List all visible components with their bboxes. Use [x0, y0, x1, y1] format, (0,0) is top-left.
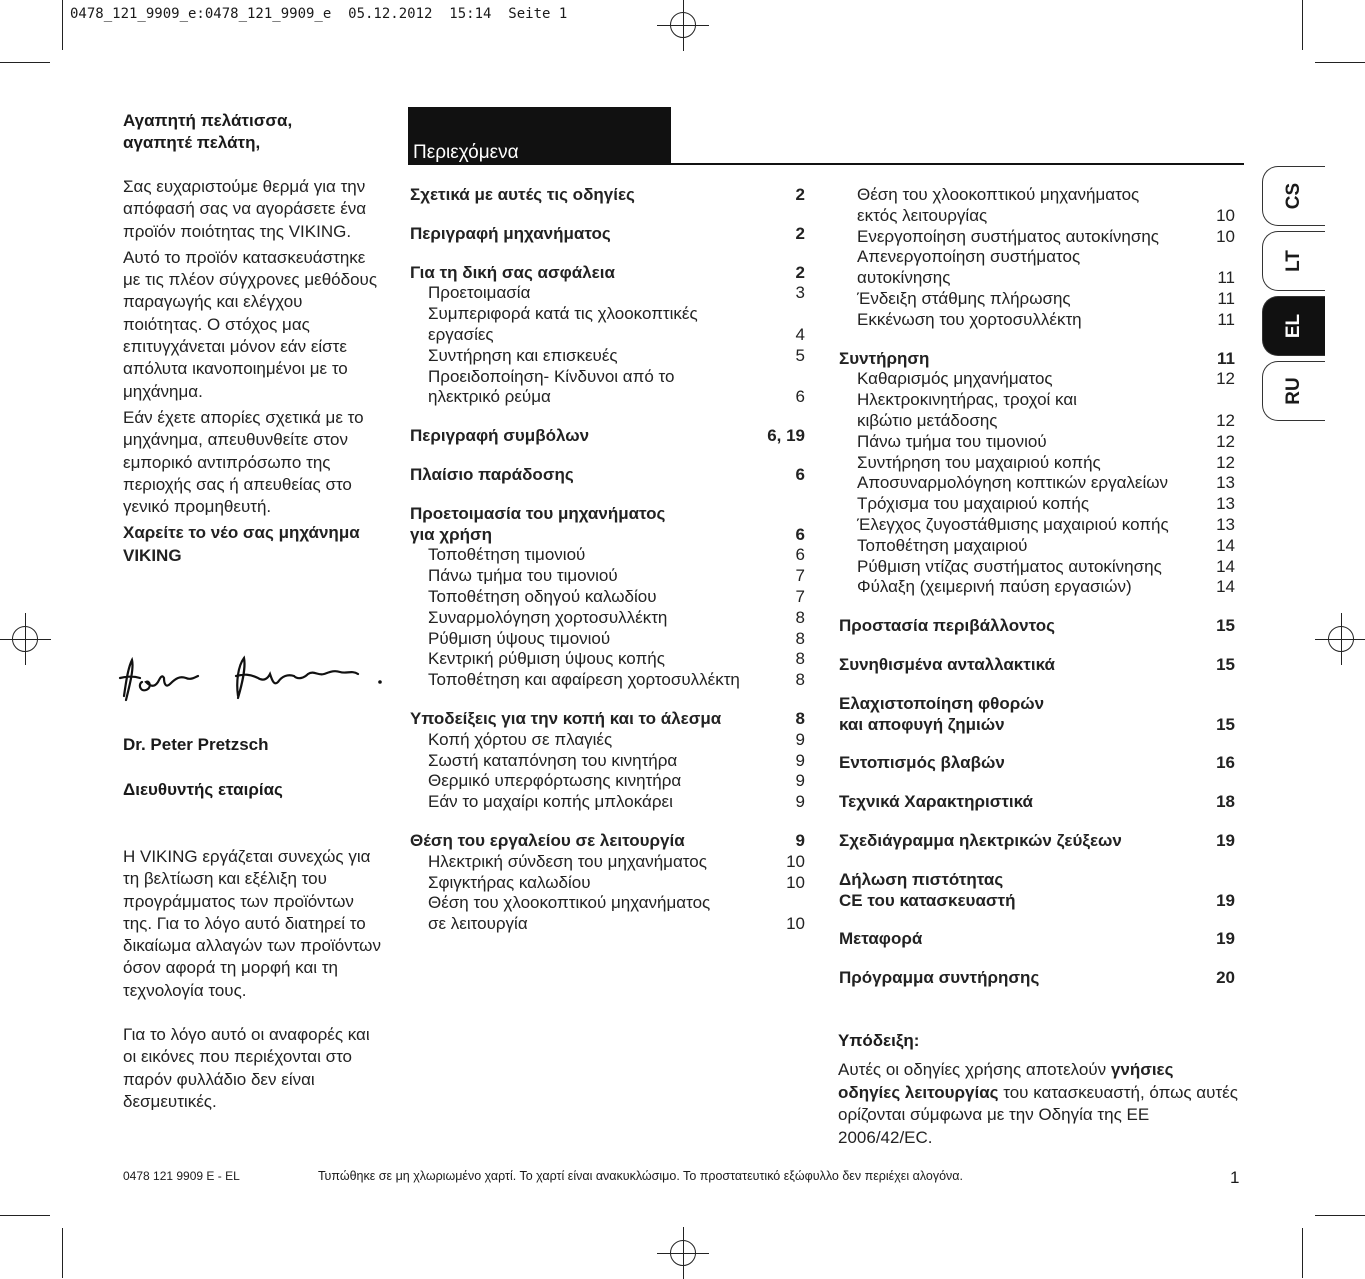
- crop-mark: [1302, 1228, 1303, 1278]
- toc-entry-label: για χρήση: [410, 524, 493, 544]
- toc-entry-page: 13: [1216, 514, 1235, 534]
- toc-entry-label: Ένδειξη στάθμης πλήρωσης: [857, 288, 1071, 308]
- toc-entry[interactable]: [839, 577, 1235, 598]
- toc-entry-label: CE του κατασκευαστή: [839, 890, 1016, 910]
- toc-entry-label: Θέση του χλοοκοπτικού μηχανήματος: [857, 185, 1140, 204]
- toc-section[interactable]: [410, 465, 805, 486]
- tab-label: LT: [1283, 250, 1304, 272]
- toc-entry-page: 8: [795, 607, 805, 627]
- toc-entry[interactable]: [839, 369, 1235, 390]
- note-text-part: Αυτές οι οδηγίες χρήσης αποτελούν: [838, 1060, 1111, 1079]
- toc-entry-page: 6: [795, 524, 805, 544]
- toc-section[interactable]: [410, 263, 805, 284]
- toc-entry-page: 15: [1216, 654, 1235, 674]
- toc-entry-page: 8: [795, 708, 805, 728]
- toc-entry-page: 10: [786, 851, 805, 871]
- toc-entry-label: Σχεδιάγραμμα ηλεκτρικών ζεύξεων: [839, 830, 1122, 850]
- toc-entry-label: Πάνω τμήμα του τιμονιού: [428, 566, 618, 586]
- toc-entry[interactable]: [839, 247, 1235, 268]
- toc-entry-label: Συναρμολόγηση χορτοσυλλέκτη: [428, 607, 668, 627]
- toc-entry-label: Υποδείξεις για την κοπή και το άλεσμα: [410, 708, 722, 728]
- toc-entry[interactable]: [839, 515, 1235, 536]
- toc-section[interactable]: [839, 715, 1235, 736]
- toc-entry-page: 18: [1216, 792, 1235, 812]
- toc-entry-label: Απενεργοποίηση συστήματος: [857, 247, 1081, 267]
- toc-entry[interactable]: [839, 289, 1235, 310]
- signature-image: [118, 648, 388, 708]
- signer-title: Διευθυντής εταιρίας: [123, 780, 283, 799]
- toc-entry-label: Προετοιμασία του μηχανήματος: [410, 503, 666, 523]
- toc-spacer: [839, 676, 1235, 694]
- toc-entry-page: 6: [795, 545, 805, 565]
- toc-spacer: [839, 774, 1235, 792]
- toc-entry-label: κιβώτιο μετάδοσης: [857, 410, 998, 430]
- toc-entry-label: Έλεγχος ζυγοστάθμισης μαχαιριού κοπής: [857, 514, 1169, 534]
- toc-entry-page: 9: [795, 830, 805, 850]
- toc-entry-label: Σωστή καταπόνηση του κινητήρα: [428, 750, 678, 770]
- page-number: 1: [1230, 1168, 1240, 1187]
- toc-entry[interactable]: [410, 587, 805, 608]
- toc-entry-label: Φύλαξη (χειμερινή παύση εργασιών): [857, 577, 1132, 597]
- toc-entry[interactable]: [410, 387, 805, 408]
- crop-mark: [0, 62, 50, 63]
- toc-entry-label: Συντήρηση του μαχαιριού κοπής: [857, 452, 1101, 472]
- toc-entry[interactable]: [839, 268, 1235, 289]
- toc-spacer: [839, 331, 1235, 349]
- toc-entry-label: Προειδοποίηση- Κίνδυνοι από το: [428, 366, 675, 386]
- toc-entry-label: Καθαρισμός μηχανήματος: [857, 369, 1053, 389]
- toc-entry-page: 7: [795, 586, 805, 606]
- crop-mark: [62, 1228, 63, 1278]
- toc-section[interactable]: [839, 831, 1235, 852]
- toc-spacer: [839, 911, 1235, 929]
- toc-section[interactable]: [839, 616, 1235, 637]
- toc-section[interactable]: [839, 792, 1235, 813]
- crop-mark: [1315, 62, 1365, 63]
- closing-line: Χαρείτε το νέο σας μηχάνημα VIKING: [123, 523, 360, 565]
- toc-entry-page: 9: [795, 792, 805, 812]
- toc-column-2: [839, 185, 1235, 989]
- toc-entry-label: Εκκένωση του χορτοσυλλέκτη: [857, 309, 1082, 329]
- toc-entry-label: Θέση του εργαλείου σε λειτουργία: [410, 830, 685, 850]
- toc-divider: [671, 163, 1244, 165]
- tab-el[interactable]: [1262, 296, 1325, 356]
- registration-mark-icon: [12, 626, 38, 652]
- toc-spacer: [839, 950, 1235, 968]
- toc-entry-label: και αποφυγή ζημιών: [839, 714, 1005, 734]
- toc-entry[interactable]: [410, 751, 805, 772]
- tab-label: EL: [1283, 313, 1304, 339]
- toc-spacer: [839, 813, 1235, 831]
- toc-entry-label: Τοποθέτηση τιμονιού: [428, 545, 586, 565]
- note-text-part: του κατασκευαστή, όπως αυτές ορίζονται σύμφωνα με την Οδηγία της ΕΕ 2006/42/EC.: [838, 1082, 1238, 1147]
- toc-spacer: [410, 245, 805, 263]
- toc-entry-label: Τοποθέτηση και αφαίρεση χορτοσυλλέκτη: [428, 670, 740, 690]
- toc-entry-page: 11: [1217, 348, 1235, 368]
- toc-entry-page: 6: [795, 464, 805, 484]
- crop-mark: [1302, 0, 1303, 50]
- toc-entry-label: Συντήρηση: [839, 348, 930, 368]
- toc-entry[interactable]: [839, 453, 1235, 474]
- toc-entry-label: Σφιγκτήρας καλωδίου: [428, 872, 591, 892]
- toc-entry[interactable]: [839, 227, 1235, 248]
- toc-spacer: [410, 206, 805, 224]
- toc-entry-page: 16: [1216, 753, 1235, 773]
- tab-cs[interactable]: [1262, 166, 1325, 226]
- crop-mark: [0, 1215, 50, 1216]
- toc-entry-page: 12: [1216, 369, 1235, 389]
- toc-section[interactable]: [839, 694, 1235, 715]
- toc-entry[interactable]: [410, 304, 805, 325]
- toc-entry-label: Ηλεκτροκινητήρας, τροχοί και: [857, 390, 1077, 410]
- toc-section[interactable]: [410, 525, 805, 546]
- toc-entry-page: 12: [1216, 410, 1235, 430]
- toc-section[interactable]: [839, 753, 1235, 774]
- toc-entry-label: Πάνω τμήμα του τιμονιού: [857, 431, 1047, 451]
- toc-entry[interactable]: [410, 914, 805, 935]
- tab-lt[interactable]: [1262, 231, 1325, 291]
- toc-entry-label: Προετοιμασία: [428, 283, 531, 303]
- greeting-line: Αγαπητή πελάτισσα,: [123, 111, 293, 130]
- toc-section[interactable]: [839, 349, 1235, 370]
- toc-entry-page: 19: [1216, 890, 1235, 910]
- toc-entry[interactable]: [839, 390, 1235, 411]
- toc-entry-label: Δήλωση πιστότητας: [839, 869, 1004, 889]
- toc-entry[interactable]: [839, 536, 1235, 557]
- toc-spacer: [839, 852, 1235, 870]
- toc-entry-label: Ρύθμιση ντίζας συστήματος αυτοκίνησης: [857, 556, 1162, 576]
- disclaimer-paragraph: Για το λόγο αυτό οι αναφορές και οι εικόνες που περιέχονται στο παρόν φυλλάδιο δεν είναι δεσμευτικές.: [123, 1025, 370, 1111]
- toc-entry-page: 11: [1217, 309, 1235, 329]
- toc-entry-page: 19: [1216, 830, 1235, 850]
- note-text-bold: γνήσιες οδηγίες λειτουργίας: [838, 1060, 1174, 1102]
- toc-entry-page: 10: [1216, 226, 1235, 246]
- toc-entry[interactable]: [839, 494, 1235, 515]
- toc-entry-page: 15: [1216, 616, 1235, 636]
- tab-label: RU: [1283, 377, 1304, 405]
- toc-section[interactable]: [410, 831, 805, 852]
- intro-paragraph: Σας ευχαριστούμε θερμά για την απόφασή σας να αγοράσετε ένα προϊόν ποιότητας της VIKING.: [123, 177, 367, 241]
- note-text: [838, 1059, 1238, 1149]
- toc-entry-label: Ελαχιστοποίηση φθορών: [839, 693, 1045, 713]
- toc-entry-label: Πρόγραμμα συντήρησης: [839, 968, 1040, 988]
- toc-entry-page: 12: [1216, 431, 1235, 451]
- toc-entry[interactable]: [839, 411, 1235, 432]
- toc-entry-page: 3: [795, 283, 805, 303]
- toc-entry-label: Αποσυναρμολόγηση κοπτικών εργαλείων: [857, 473, 1169, 493]
- toc-entry-label: Ηλεκτρική σύνδεση του μηχανήματος: [428, 851, 707, 871]
- toc-spacer: [410, 486, 805, 504]
- toc-entry-label: Συμπεριφορά κατά τις χλοοκοπτικές: [428, 304, 698, 324]
- toc-entry-label: εκτός λειτουργίας: [857, 205, 988, 225]
- toc-entry-page: 5: [795, 345, 805, 365]
- toc-entry[interactable]: [839, 185, 1235, 206]
- toc-entry-label: Περιγραφή συμβόλων: [410, 426, 590, 446]
- toc-entry-page: 2: [795, 223, 805, 243]
- toc-entry-page: 4: [795, 324, 805, 344]
- toc-entry-page: 9: [795, 771, 805, 791]
- print-header: 0478_121_9909_e:0478_121_9909_e 05.12.2012 15:14 Seite 1: [70, 6, 568, 22]
- toc-section[interactable]: [410, 426, 805, 447]
- toc-entry[interactable]: [410, 608, 805, 629]
- toc-entry[interactable]: [410, 893, 805, 914]
- greeting-line: αγαπητέ πελάτη,: [123, 133, 261, 152]
- crop-mark: [1315, 1215, 1365, 1216]
- toc-entry-page: 8: [795, 649, 805, 669]
- tab-ru[interactable]: [1262, 361, 1325, 421]
- toc-spacer: [839, 598, 1235, 616]
- toc-spacer: [410, 813, 805, 831]
- toc-entry-label: Περιγραφή μηχανήματος: [410, 223, 611, 243]
- toc-entry-label: Τοποθέτηση οδηγού καλωδίου: [428, 586, 657, 606]
- toc-entry[interactable]: [410, 792, 805, 813]
- toc-entry[interactable]: [410, 545, 805, 566]
- toc-entry-page: 2: [795, 262, 805, 282]
- toc-entry-page: 10: [786, 872, 805, 892]
- toc-entry-label: Κεντρική ρύθμιση ύψους κοπής: [428, 649, 665, 669]
- greeting: [123, 110, 383, 154]
- signer-name: Dr. Peter Pretzsch: [123, 735, 269, 754]
- toc-entry-label: Πλαίσιο παράδοσης: [410, 464, 574, 484]
- toc-entry-page: 7: [795, 566, 805, 586]
- toc-entry-page: 10: [786, 914, 805, 934]
- toc-entry-label: Θερμικό υπερφόρτωσης κινητήρα: [428, 771, 682, 791]
- toc-entry[interactable]: [410, 771, 805, 792]
- toc-entry-label: Σχετικά με αυτές τις οδηγίες: [410, 185, 635, 204]
- toc-entry-page: 13: [1216, 473, 1235, 493]
- toc-entry-label: Συντήρηση και επισκευές: [428, 345, 618, 365]
- toc-entry-page: 6, 19: [767, 426, 805, 446]
- toc-entry-label: Τεχνικά Χαρακτηριστικά: [839, 792, 1033, 812]
- toc-entry-label: Προστασία περιβάλλοντος: [839, 616, 1055, 636]
- toc-entry-label: Θέση του χλοοκοπτικού μηχανήματος: [428, 893, 711, 913]
- toc-entry-page: 11: [1217, 268, 1235, 288]
- toc-spacer: [410, 408, 805, 426]
- toc-section[interactable]: [839, 929, 1235, 950]
- toc-entry-label: Ρύθμιση ύψους τιμονιού: [428, 628, 611, 648]
- toc-spacer: [410, 447, 805, 465]
- intro-paragraph: Εάν έχετε απορίες σχετικά με το μηχάνημα, απευθυνθείτε στον εμπορικό αντιπρόσωπο της περιοχής σας ή απευθείας στο γενικό προμηθευτή.: [123, 407, 364, 517]
- toc-entry[interactable]: [410, 649, 805, 670]
- toc-entry[interactable]: [839, 432, 1235, 453]
- toc-entry-label: αυτοκίνησης: [857, 268, 951, 288]
- toc-entry[interactable]: [410, 566, 805, 587]
- toc-entry-page: 19: [1216, 929, 1235, 949]
- toc-entry-page: 9: [795, 729, 805, 749]
- toc-entry[interactable]: [410, 852, 805, 873]
- toc-entry-page: 8: [795, 670, 805, 690]
- toc-entry-label: εργασίες: [428, 324, 494, 344]
- toc-entry-page: 13: [1216, 494, 1235, 514]
- toc-entry[interactable]: [410, 367, 805, 388]
- registration-mark-icon: [670, 1240, 696, 1266]
- toc-entry[interactable]: [410, 873, 805, 894]
- toc-entry[interactable]: [410, 670, 805, 691]
- toc-entry-label: Ενεργοποίηση συστήματος αυτοκίνησης: [857, 226, 1159, 246]
- toc-entry-label: Τοποθέτηση μαχαιριού: [857, 535, 1028, 555]
- toc-entry-label: Εάν το μαχαίρι κοπής μπλοκάρει: [428, 792, 673, 812]
- document-code: 0478 121 9909 E - EL: [123, 1169, 240, 1183]
- intro-paragraph: Αυτό το προϊόν κατασκευάστηκε με τις πλέον σύγχρονες μεθόδους παραγωγής και ελέγχου ποιότητας. Ο στόχος μας επιτυγχάνεται μόνον εάν είστε απόλυτα ικανοποιημένοι με το μηχάνημα.: [123, 247, 378, 401]
- crop-mark: [62, 0, 63, 50]
- toc-entry[interactable]: [839, 473, 1235, 494]
- toc-entry-page: 10: [1216, 205, 1235, 225]
- toc-entry-label: Συνηθισμένα ανταλλακτικά: [839, 654, 1055, 674]
- toc-entry-label: Για τη δική σας ασφάλεια: [410, 262, 615, 282]
- toc-entry-label: ηλεκτρικό ρεύμα: [428, 387, 551, 407]
- toc-entry[interactable]: [410, 283, 805, 304]
- toc-entry-page: 14: [1216, 535, 1235, 555]
- toc-header: [408, 107, 671, 165]
- toc-entry[interactable]: [410, 325, 805, 346]
- toc-title: Περιεχόμενα: [413, 142, 519, 163]
- toc-entry-page: 8: [795, 628, 805, 648]
- intro-text: [123, 176, 385, 571]
- toc-entry-label: Τρόχισμα του μαχαιριού κοπής: [857, 494, 1090, 514]
- toc-spacer: [839, 735, 1235, 753]
- toc-entry[interactable]: [839, 206, 1235, 227]
- toc-section[interactable]: [410, 185, 805, 206]
- toc-entry[interactable]: [410, 346, 805, 367]
- toc-section[interactable]: [839, 655, 1235, 676]
- toc-entry-page: 9: [795, 750, 805, 770]
- toc-entry-page: 6: [795, 387, 805, 407]
- disclaimer-paragraph: Η VIKING εργάζεται συνεχώς για τη βελτίωση και εξέλιξη του προγράμματος των προϊόντων της. Για το λόγο αυτό διατηρεί το δικαίωμα αλλαγών των προϊόντων όσον αφορά τη μορφή και τη τεχνολογία τους.: [123, 847, 381, 1000]
- toc-entry-label: σε λειτουργία: [428, 914, 528, 934]
- registration-mark-icon: [670, 12, 696, 38]
- disclaimer-text: [123, 846, 385, 1117]
- note-title: Υπόδειξη:: [838, 1031, 920, 1050]
- toc-entry[interactable]: [839, 310, 1235, 331]
- toc-section[interactable]: [839, 870, 1235, 891]
- toc-entry[interactable]: [839, 557, 1235, 578]
- toc-section[interactable]: [839, 968, 1235, 989]
- toc-entry-label: Μεταφορά: [839, 929, 923, 949]
- toc-section[interactable]: [410, 709, 805, 730]
- toc-entry-page: 14: [1216, 556, 1235, 576]
- footer-notice: Τυπώθηκε σε μη χλωριωμένο χαρτί. Το χαρτί είναι ανακυκλώσιμο. Το προστατευτικό εξώφυλλο δεν περιέχει αλογόνα.: [318, 1169, 964, 1183]
- toc-entry-page: 2: [795, 185, 805, 204]
- toc-entry-label: Κοπή χόρτου σε πλαγιές: [428, 729, 613, 749]
- toc-section[interactable]: [410, 504, 805, 525]
- toc-column-1: [410, 185, 805, 935]
- toc-entry-page: 11: [1217, 288, 1235, 308]
- toc-spacer: [839, 637, 1235, 655]
- registration-mark-icon: [1328, 626, 1354, 652]
- toc-spacer: [410, 691, 805, 709]
- toc-entry-page: 20: [1216, 968, 1235, 988]
- toc-entry-label: Εντοπισμός βλαβών: [839, 753, 1005, 773]
- toc-entry[interactable]: [410, 730, 805, 751]
- toc-entry-page: 15: [1216, 714, 1235, 734]
- toc-entry-page: 12: [1216, 452, 1235, 472]
- toc-entry[interactable]: [410, 629, 805, 650]
- tab-label: CS: [1283, 182, 1304, 210]
- toc-section[interactable]: [839, 891, 1235, 912]
- toc-entry-page: 14: [1216, 577, 1235, 597]
- toc-section[interactable]: [410, 224, 805, 245]
